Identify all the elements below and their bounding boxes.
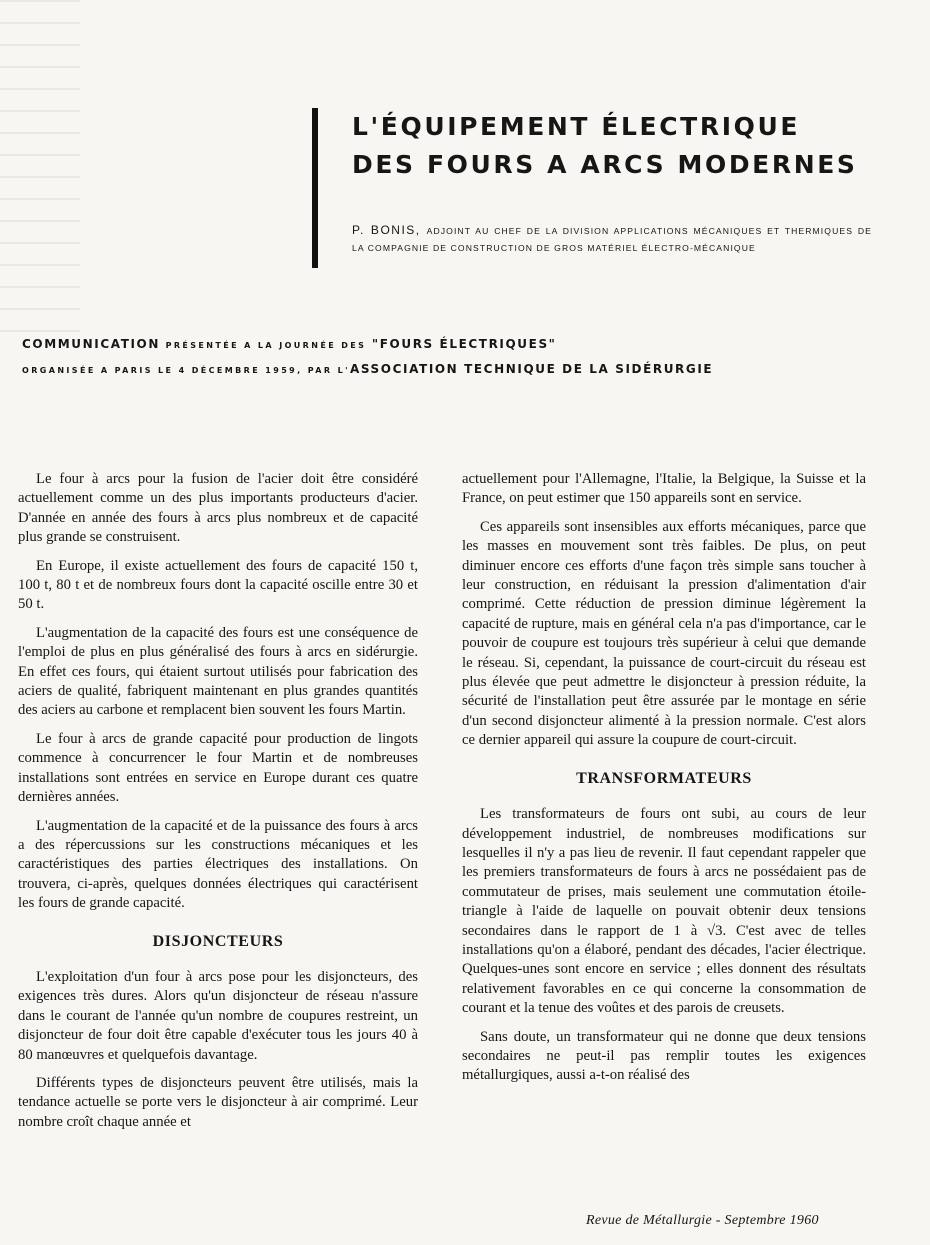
paragraph: actuellement pour l'Allemagne, l'Italie, la Belgique, la Suisse et la France, on peut estimer que 150 appareils sont en service. xyxy=(462,471,866,507)
facing-page-bleed xyxy=(0,0,80,340)
title-line-1: L'ÉQUIPEMENT ÉLECTRIQUE xyxy=(352,112,801,141)
left-column xyxy=(18,470,418,1141)
journal-footer: Revue de Métallurgie - Septembre 1960 xyxy=(586,1213,819,1228)
paragraph: L'augmentation de la capacité des fours est une conséquence de l'emploi de plus en plus généralisé des fours à arcs en sidérurgie. En effet ces fours, qui étaient surtout utilisés pour fabrication des aciers de qualité, fabriquent maintenant en plus grandes quantités des aciers au carbone et remplacent bien souvent les fours Martin. xyxy=(18,624,418,719)
paragraph: L'augmentation de la capacité et de la puissance des fours à arcs a des répercussions sur les constructions mécaniques et les caractéristiques des parties électriques des installations. On trouvera, ci-après, quelques données électriques qui caractérisent les fours de grande capacité. xyxy=(18,817,418,912)
communication-association: ASSOCIATION TECHNIQUE DE LA SIDÉRURGIE xyxy=(349,362,714,376)
paragraph: En Europe, il existe actuellement des fours de capacité 150 t, 100 t, 80 t et de nombreux fours dont la capacité oscille entre 30 et 50 t. xyxy=(18,557,418,613)
paragraph: Ces appareils sont insensibles aux efforts mécaniques, parce que les masses en mouvement sont très faibles. De plus, on peut diminuer encore ces efforts d'une façon très simple sans toucher à leur construction, en réduisant la pression d'alimentation d'air comprimé. Cette réduction de pression diminue légèrement la capacité de rupture, mais en général cela n'a pas d'importance, car le pouvoir de coupure est toujours très supérieur à celui que demande le réseau. Si, cependant, la puissance de court-circuit du réseau est plus élevée que peut admettre le disjoncteur à pression réduite, la sécurité de l'installation peut être assurée par le montage en série d'un second disjoncteur alimenté à la pression normale. C'est alors ce dernier appareil qui assure la coupure de court-circuit. xyxy=(462,518,866,749)
communication-line-2 xyxy=(22,357,882,382)
paragraph: L'exploitation d'un four à arcs pose pour les disjoncteurs, des exigences très dures. Alors qu'un disjoncteur de réseau n'assure dans le courant de l'année qu'un nombre de coupures restreint, un disjoncteur de four doit être capable d'exécuter tous les jours 40 à 80 manœuvres et quelquefois davantage. xyxy=(18,968,418,1063)
title-rule xyxy=(312,108,318,268)
communication-note xyxy=(22,332,882,382)
paragraph: Le four à arcs pour la fusion de l'acier doit être considéré actuellement comme un des plus importants producteurs d'acier. D'année en année des fours à arcs plus nombreux et de capacité plus grande se construisent. xyxy=(18,471,418,546)
author-name: P. BONIS, xyxy=(352,223,421,237)
paragraph: Sans doute, un transformateur qui ne donne que deux tensions secondaires ne peut-il pas remplir toutes les exigences métallurgiques, aussi a-t-on réalisé des xyxy=(462,1028,866,1084)
communication-line-1 xyxy=(22,332,882,357)
paragraph: Le four à arcs de grande capacité pour production de lingots commence à concurrencer le four Martin et de nombreuses installations sont entrées en service en Europe durant ces quatre dernières années. xyxy=(18,730,418,806)
section-heading-transformateurs: TRANSFORMATEURS xyxy=(576,769,752,787)
communication-presented: PRÉSENTÉE A LA JOURNÉE DES xyxy=(165,341,367,350)
paragraph: Les transformateurs de fours ont subi, au cours de leur développement industriel, de nombreuses modifications sur lesquelles il n'y a pas lieu de revenir. Il faut cependant rappeler que les premiers transformateurs de fours à arcs ne possédaient pas de commutateur de prises, mais seulement une commutation étoile-triangle à l'aide de laquelle on pouvait obtenir deux tensions secondaires dans le rapport de 1 à √3. C'est avec de telles installations qu'on a élaboré, pendant des décades, l'acier électrique. Quelques-unes sont encore en service ; elles donnent des résultats relativement favorables en ce qui concerne la consommation de courant et la tenue des voûtes et des parois de creusets. xyxy=(462,806,866,1017)
section-heading-disjoncteurs: DISJONCTEURS xyxy=(152,932,284,950)
author-affiliation: ADJOINT AU CHEF DE LA DIVISION APPLICATIONS MÉCANIQUES ET THERMIQUES DE LA COMPAGNIE DE CONSTRUCTION DE GROS MATÉRIEL ÉLECTRO-MÉCANIQUE xyxy=(352,226,872,253)
communication-organised: ORGANISÉE A PARIS LE 4 DÉCEMBRE 1959, PAR L' xyxy=(22,366,350,375)
title-line-2: DES FOURS A ARCS MODERNES xyxy=(352,150,858,179)
paragraph: Différents types de disjoncteurs peuvent être utilisés, mais la tendance actuelle se porte vers le disjoncteur à air comprimé. Leur nombre croît chaque année et xyxy=(18,1074,418,1130)
communication-word: COMMUNICATION xyxy=(22,337,160,351)
author-block xyxy=(352,222,872,257)
communication-event: "FOURS ÉLECTRIQUES" xyxy=(371,337,557,351)
right-column xyxy=(462,470,866,1095)
article-title xyxy=(352,108,872,184)
